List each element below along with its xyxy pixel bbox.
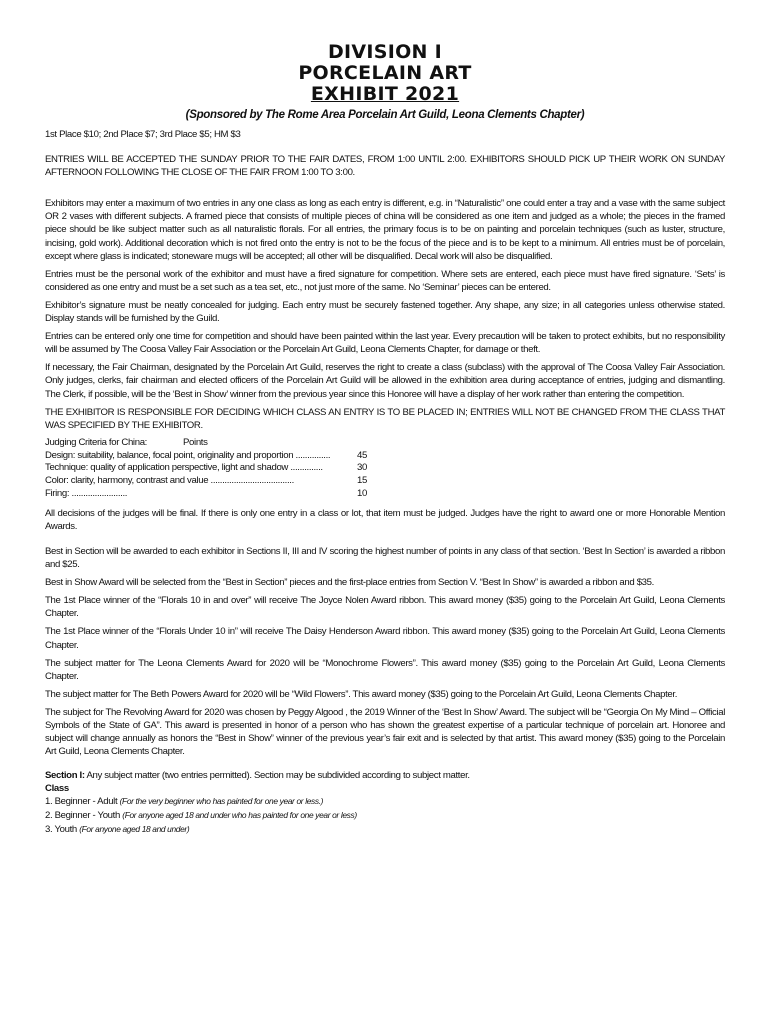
class-note: (For anyone aged 18 and under who has painted for one year or less) xyxy=(122,810,357,821)
class-heading: Class xyxy=(45,782,69,794)
section-1-text: Any subject matter (two entries permitted). Section may be subdivided according to subject matter. xyxy=(84,770,470,782)
rules-paragraph: The subject for The Revolving Award for 2020 was chosen by Peggy Algood , the 2019 Winner of the ‘Best In Show’ Award. The subject will be “Georgia On My Mind – Official Symbols of the State of GA”. This award is presented in honor of a person who has shown the greatest expertise of a particular technique of porcelain art. Honoree and subject will change annually as honors the “Best in Show” winner of the previous year’s fair exit and is selected by that artist. This award money ($35) going to the Porcelain Art Guild, Leona Clements Chapter. xyxy=(45,706,725,758)
criteria-row xyxy=(45,475,375,488)
criteria-row xyxy=(45,450,375,463)
criteria-points: 45 xyxy=(357,449,367,461)
criteria-label: Firing: ........................ xyxy=(45,487,128,499)
rules-paragraph: Best in Section will be awarded to each exhibitor in Sections II, III and IV scoring the highest number of points in any class of that section. ‘Best In Section’ is awarded a ribbon and $25. xyxy=(45,545,725,571)
prize-list: 1st Place $10; 2nd Place $7; 3rd Place $5; HM $3 xyxy=(45,129,241,140)
criteria-label: Technique: quality of application perspective, light and shadow .............. xyxy=(45,462,323,474)
criteria-row xyxy=(45,488,375,501)
rules-paragraph: Exhibitor’s signature must be neatly concealed for judging. Each entry must be securely fastened together. Any shape, any size; in all categories unless otherwise stated. Display stands will be furnished by the Guild. xyxy=(45,299,725,325)
rules-paragraph: Entries can be entered only one time for competition and should have been painted within the last year. Every precaution will be taken to protect exhibits, but no responsibility will be assumed by The Coosa Valley Fair Association or the Porcelain Art Guild, Leona Clements Chapter, for damage or theft. xyxy=(45,331,725,356)
rules-paragraph: Best in Show Award will be selected from the “Best in Section” pieces and the first-place entries from Section V. “Best In Show” is awarded a ribbon and $35. xyxy=(45,577,654,589)
entries-notice: ENTRIES WILL BE ACCEPTED THE SUNDAY PRIOR TO THE FAIR DATES, FROM 1:00 UNTIL 2:00. EXHIBITORS SHOULD PICK UP THEIR WORK ON SUNDAY AFTERNOON FOLLOWING THE CLOSE OF THE FAIR FROM 1:00 TO 3:00. xyxy=(45,154,725,179)
criteria-points: 30 xyxy=(357,462,367,474)
section-1-heading xyxy=(45,770,725,783)
document-page xyxy=(45,42,725,836)
rules-paragraph: If necessary, the Fair Chairman, designated by the Porcelain Art Guild, reserves the right to create a class (subclass) with the approval of The Coosa Valley Fair Association. Only judges, clerks, fair chairman and elected officers of the Porcelain Art Guild will be allowed in the exhibition area during acceptance of entries, judging and dismantling. The Clerk, if possible, will be the ‘Best in Show’ winner from the previous year since this Honoree will have a display of her work rather than entering the competition. xyxy=(45,362,725,400)
class-note: (For the very beginner who has painted for one year or less.) xyxy=(119,796,324,807)
criteria-heading xyxy=(45,437,375,450)
title-line-2: PORCELAIN ART xyxy=(298,62,472,84)
criteria-points: 10 xyxy=(357,487,367,499)
class-note: (For anyone aged 18 and under) xyxy=(79,823,190,834)
criteria-label: Color: clarity, harmony, contrast and value .................................... xyxy=(45,475,294,487)
criteria-heading-label: Judging Criteria for China: xyxy=(45,436,147,448)
class-name: 1. Beginner - Adult xyxy=(45,796,120,808)
list-item xyxy=(45,809,725,823)
criteria-heading-points: Points xyxy=(183,436,208,448)
class-name: 3. Youth xyxy=(45,823,80,835)
list-item xyxy=(45,795,725,809)
rules-paragraph: The subject matter for The Leona Clements Award for 2020 will be “Monochrome Flowers”. This award money ($35) going to the Porcelain Art Guild, Leona Clements Chapter. xyxy=(45,657,725,682)
list-item xyxy=(45,823,725,837)
rules-paragraph: The subject matter for The Beth Powers Award for 2020 will be “Wild Flowers”. This award money ($35) going to the Porcelain Art Guild, Leona Clements Chapter. xyxy=(45,688,678,700)
title-line-1: DIVISION I xyxy=(327,41,443,63)
class-responsibility-notice: THE EXHIBITOR IS RESPONSIBLE FOR DECIDING WHICH CLASS AN ENTRY IS TO BE PLACED IN; ENTRIES WILL NOT BE CHANGED FROM THE CLASS THAT WAS SPECIFIED BY THE EXHIBITOR. xyxy=(45,406,725,431)
sponsor-line: (Sponsored by The Rome Area Porcelain Art Guild, Leona Clements Chapter) xyxy=(185,109,585,121)
rules-paragraph: Exhibitors may enter a maximum of two entries in any one class as long as each entry is different, e.g. in “Naturalistic” one could enter a tray and a vase with the same subject OR 2 vases with different subjects. A framed piece that consists of multiple pieces of china will be considered as one item and judged as a whole; the pieces in the framed piece should be like subject matter such as all naturalistic florals. For all entries, the primary focus is to be on painting and porcelain techniques (such as luster, structure, incising, gold work). Additional decoration which is not fired onto the entry is not to be the focus of the piece and is to be kept to a minimum. All entries must be of porcelain, except where glass is indicated; stoneware mugs will be accepted; all other will be disqualified. Decal work will also be disqualified. xyxy=(45,198,725,262)
title-line-3: EXHIBIT 2021 xyxy=(310,83,460,105)
rules-paragraph: All decisions of the judges will be final. If there is only one entry in a class or lot, that item must be judged. Judges have the right to award one or more Honorable Mention Awards. xyxy=(45,507,725,532)
rules-paragraph: The 1st Place winner of the “Florals 10 in and over” will receive The Joyce Nolen Award ribbon. This award money ($35) going to the Porcelain Art Guild, Leona Clements Chapter. xyxy=(45,595,725,620)
criteria-row xyxy=(45,462,375,475)
rules-paragraph: Entries must be the personal work of the exhibitor and must have a fired signature for competition. Where sets are entered, each piece must have fired signature. ‘Sets’ is considered as one entry and must be a set such as a tea set, etc., not just more of the same. No ‘Seminar’ pieces can be entered. xyxy=(45,268,725,293)
judging-criteria xyxy=(45,437,725,501)
document-title xyxy=(45,42,725,105)
rules-paragraph: The 1st Place winner of the “Florals Under 10 in” will receive The Daisy Henderson Award ribbon. This award money ($35) going to the Porcelain Art Guild, Leona Clements Chapter. xyxy=(45,626,725,651)
class-name: 2. Beginner - Youth xyxy=(45,810,123,822)
section-1-label: Section I: xyxy=(45,770,85,782)
criteria-points: 15 xyxy=(357,475,367,487)
criteria-label: Design: suitability, balance, focal point, originality and proportion ............... xyxy=(45,449,331,461)
